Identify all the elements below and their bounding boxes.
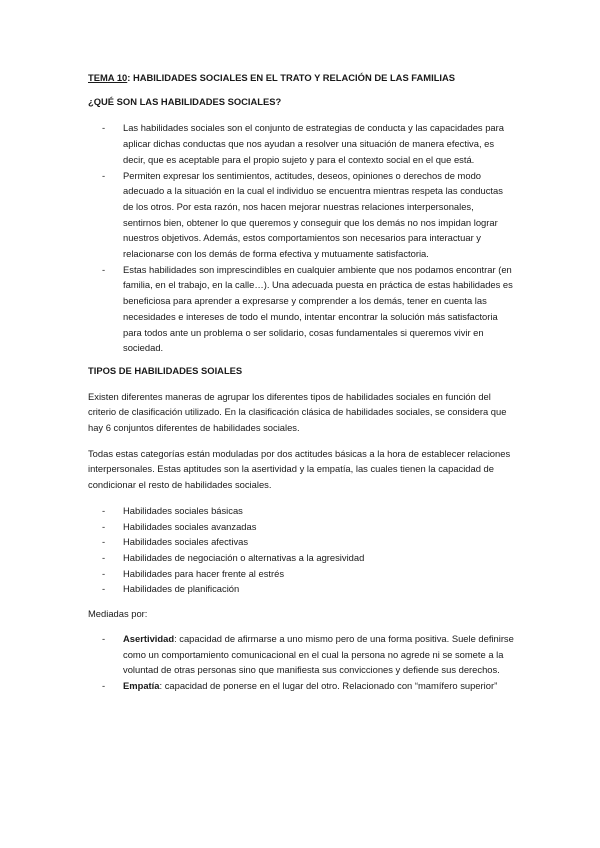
list-item: - Estas habilidades son imprescindibles en cualquier ambiente que nos podamos encontrar (en familia, en el trabajo, en la calle…). Una adecuada puesta en práctica de estas habilidades es beneficiosa para aprender a expresarse y comprender a los demás, tener en cuenta las necesidades e intereses de todo el mundo, intentar encontrar la solución más satisfactoria para todos ante un problema o ser solidario, cosas fundamentales si queremos vivir en sociedad. bbox=[88, 262, 514, 356]
document-title bbox=[88, 70, 514, 86]
mediator-separator: : bbox=[174, 632, 180, 644]
mediator-description: capacidad de ponerse en el lugar del otro. Relacionado con “mamífero superior” bbox=[164, 679, 498, 691]
document-content bbox=[88, 70, 514, 694]
list-item: - Habilidades para hacer frente al estrés bbox=[88, 566, 514, 582]
section-heading-types: TIPOS DE HABILIDADES SOIALES bbox=[88, 364, 243, 376]
definition-list bbox=[88, 120, 514, 356]
section-heading-what-are: ¿QUÉ SON LAS HABILIDADES SOCIALES? bbox=[88, 95, 282, 107]
paragraph-attitudes: Todas estas categorías están moduladas por dos actitudes básicas a la hora de establecer relaciones interpersonales. Estas aptitudes son la asertividad y la empatía, las cuales tienen la capacidad de condicionar el resto de habilidades sociales. bbox=[88, 447, 511, 491]
mediator-separator: : bbox=[159, 679, 165, 691]
list-item: - Las habilidades sociales son el conjunto de estrategias de conducta y las capacidades para aplicar dichas conductas que nos ayudan a resolver una situación de manera efectiva, es decir, que es aceptable para el propio sujeto y para el contexto social en el que está. bbox=[88, 120, 514, 167]
mediated-label: Mediadas por: bbox=[88, 608, 148, 620]
list-item: - Habilidades sociales avanzadas bbox=[88, 519, 514, 535]
list-item: - Habilidades sociales básicas bbox=[88, 503, 514, 519]
list-item: - Permiten expresar los sentimientos, actitudes, deseos, opiniones o derechos de modo adecuado a la situación en la cual el individuo se encuentra mientras respeta las conductas de los otros. Por esta razón, nos hacen mejorar nuestras relaciones interpersonales, sentirnos bien, obtener lo que queremos y conseguir que los demás no nos impidan lograr nuestros objetivos. Además, estos comportamientos son necesarios para interactuar y relacionarse con los demás de forma efectiva y mutuamente satisfactoria. bbox=[88, 168, 514, 262]
list-item: - Habilidades de negociación o alternativas a la agresividad bbox=[88, 550, 514, 566]
list-item bbox=[88, 631, 514, 678]
paragraph-classification: Existen diferentes maneras de agrupar los diferentes tipos de habilidades sociales en función del criterio de clasificación utilizado. En la clasificación clásica de habilidades sociales, se considera que hay 6 conjuntos diferentes de habilidades sociales. bbox=[88, 390, 507, 434]
title-prefix: TEMA 10 bbox=[88, 72, 128, 83]
skill-types-list bbox=[88, 503, 514, 597]
mediator-description: capacidad de afirmarse a uno mismo pero de una forma positiva. Suele definirse como un comportamiento comunicacional en el cual la persona no agrede ni se somete a la voluntad de otras personas sino que manifiesta sus convicciones y defiende sus derechos. bbox=[123, 632, 514, 676]
title-rest: : HABILIDADES SOCIALES EN EL TRATO Y RELACIÓN DE LAS FAMILIAS bbox=[127, 72, 456, 83]
mediators-list bbox=[88, 631, 514, 694]
list-item: - Habilidades de planificación bbox=[88, 581, 514, 597]
mediator-term: Asertividad bbox=[123, 632, 175, 644]
mediator-term: Empatía bbox=[123, 679, 160, 691]
list-item: - Habilidades sociales afectivas bbox=[88, 534, 514, 550]
list-item bbox=[88, 678, 514, 694]
